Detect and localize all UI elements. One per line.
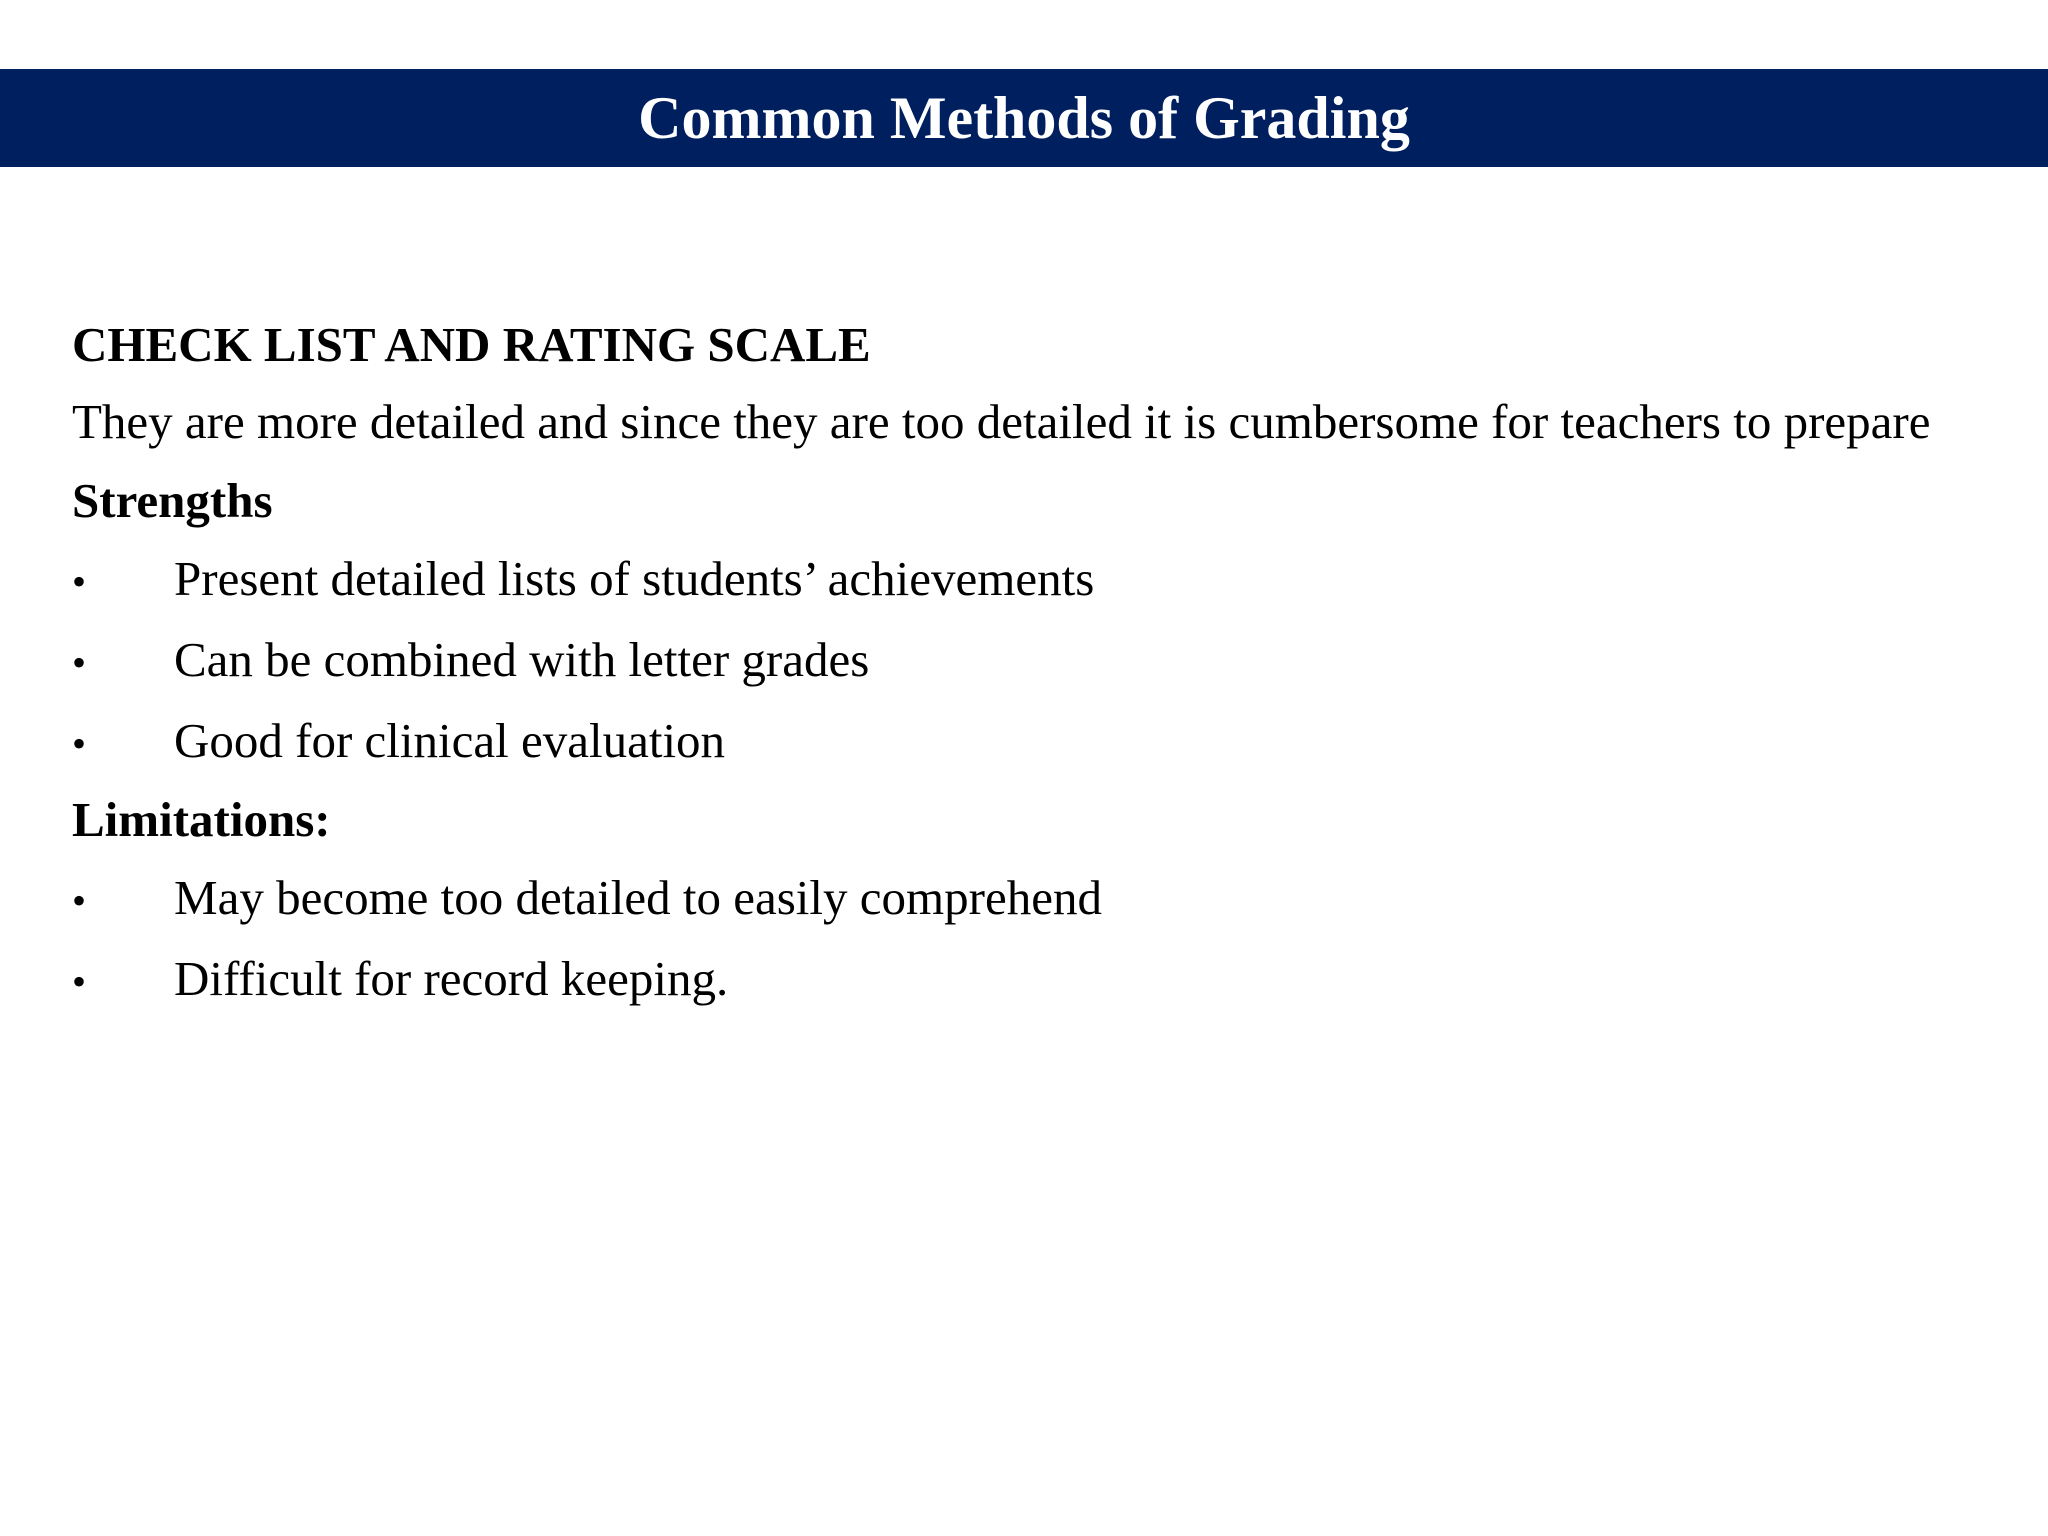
- bullet-icon: •: [72, 559, 87, 604]
- bullet-icon: •: [72, 959, 87, 1004]
- strengths-heading: Strengths: [72, 473, 273, 528]
- list-item: [72, 947, 1991, 1014]
- limitations-list: [72, 866, 1991, 1014]
- section-heading: CHECK LIST AND RATING SCALE: [72, 317, 871, 372]
- limitations-heading: Limitations:: [72, 792, 331, 847]
- list-item: [72, 866, 1991, 933]
- bullet-icon: •: [72, 640, 87, 685]
- strength-item-text: Can be combined with letter grades: [174, 632, 870, 687]
- list-item: [72, 709, 1991, 776]
- strength-item-text: Good for clinical evaluation: [174, 713, 726, 768]
- limitation-item-text: May become too detailed to easily comprehend: [174, 870, 1102, 925]
- title-bar: [0, 69, 2048, 167]
- list-item: [72, 628, 1991, 695]
- slide-title: Common Methods of Grading: [638, 85, 1410, 151]
- list-item: [72, 547, 1991, 614]
- strengths-list: [72, 547, 1991, 776]
- strength-item-text: Present detailed lists of students’ achievements: [174, 551, 1095, 606]
- limitation-item-text: Difficult for record keeping.: [174, 951, 729, 1006]
- description-paragraph: They are more detailed and since they are too detailed it is cumbersome for teachers to prepare: [72, 394, 1931, 449]
- bullet-icon: •: [72, 878, 87, 923]
- bullet-icon: •: [72, 721, 87, 766]
- slide-content: [72, 313, 1991, 1026]
